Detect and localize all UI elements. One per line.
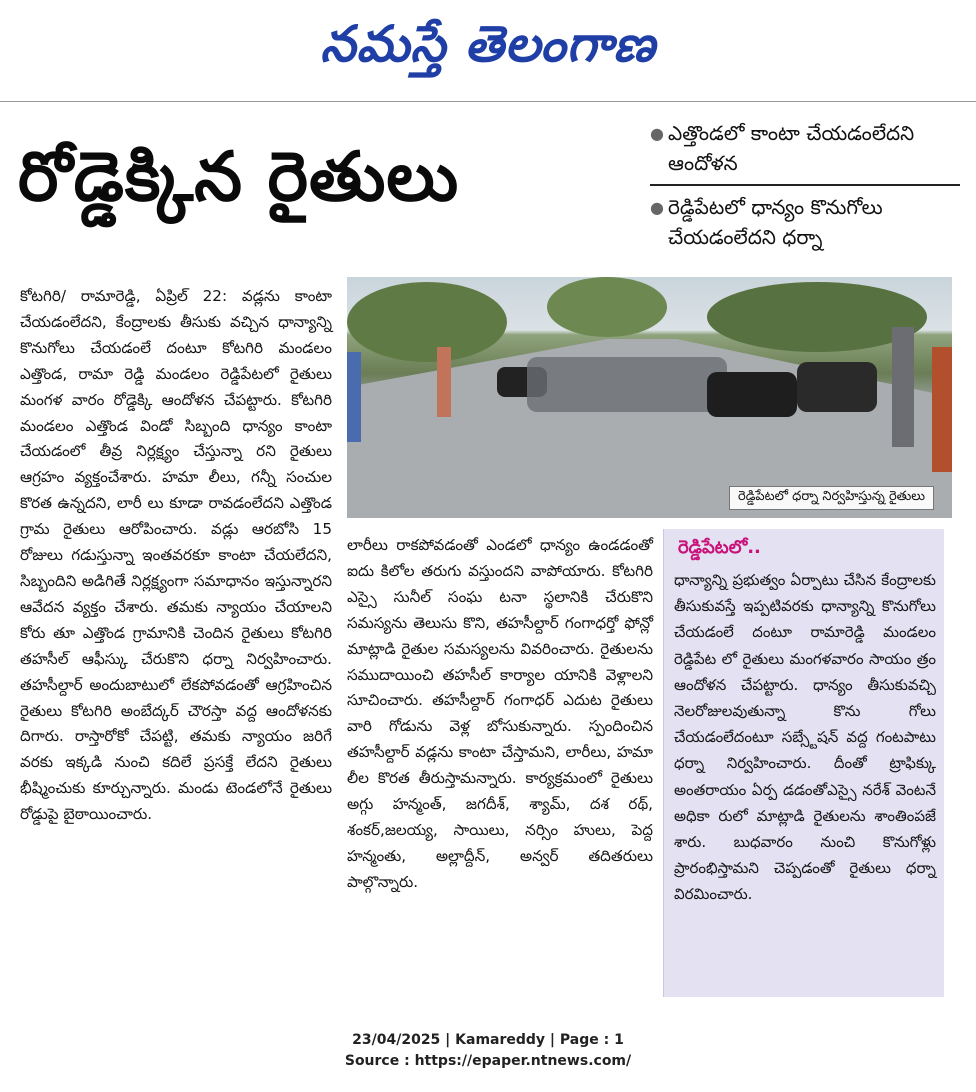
bullet-dot-icon: ● xyxy=(650,198,664,217)
sidebar-title: రెడ్డిపేటలో.. xyxy=(678,537,761,558)
bullet-item xyxy=(650,118,960,184)
photo-caption: రెడ్డిపేటలో ధర్నా నిర్వహిస్తున్న రైతులు xyxy=(729,486,934,510)
bullet-text: ఎత్తొండలో కాంటా చేయడంలేదని ఆందోళన xyxy=(668,121,915,175)
sidebar-text: ధాన్యాన్ని ప్రభుత్వం ఏర్పాటు చేసిన కేంద్రాలకు తీసుకువస్తే ఇప్పటివరకు ధాన్యాన్ని కొనుగోలు చేయడంలే దంటూ రామారెడ్డి మండలం రెడ్డిపేట లో రైతులు మంగళవారం సాయం త్రం ఆందోళన చేపట్టారు. ధాన్యం తీసుకువచ్చి నెలరోజులవుతున్నా కొను గోలు చేయడంలేదంటూ సబ్స్టేషన్ వద్ద గంటపాటు ధర్నా నిర్వహించారు. దీంతో ట్రాఫిక్కు అంతరాయం ఏర్ప డడంతోఎస్సై నరేశ్ వెంటనే అధికా రులో మాట్లాడి రైతులను శాంతింపజే శారు. బుధవారం నుంచి కొనుగోళ్లు ప్రారంభిస్తామని చెప్పడంతో రైతులు ధర్నా విరమించారు. xyxy=(674,571,936,904)
masthead xyxy=(0,0,976,100)
footer-date-line: 23/04/2025 | Kamareddy | Page : 1 xyxy=(352,1032,624,1048)
protest-scene-image xyxy=(347,277,952,518)
footer-source-link[interactable]: Source : https://epaper.ntnews.com/ xyxy=(344,1053,632,1069)
bullet-dot-icon: ● xyxy=(650,124,664,143)
article-headline: రోడ్డెక్కిన రైతులు xyxy=(18,137,460,217)
newspaper-logo: నమస్తే తెలంగాణ xyxy=(320,14,656,73)
article-column-2: లారీలు రాకపోవడంతో ఎండలో ధాన్యం ఉండడంతో ఐదు కిలోల తరుగు వస్తుందని వాపోయారు. కోటగిరి ఎస్సై సునీల్ సంఘ టనా స్థలానికి చేరుకొని సమస్యను తెలుసు కొని, తహసీల్దార్ గంగాధర్తో ఫోన్లో మాట్లాడి రైతుల సమస్యలను వివరించారు. రైతులను సముదాయించి తహసీల్ కార్యాల యానికి వెళ్లాలని సూచించారు. తహసీల్దార్ గంగాధర్ ఎదుట రైతులు వారి గోడును వెళ్ల బోసుకున్నారు. స్పందించిన తహసీల్దార్ వడ్లను కాంటా చేస్తామని, లారీలు, హమా లీల కొరత తీరుస్తామన్నారు. కార్యక్రమంలో రైతులు అగ్గు హన్మంత్, జగదీశ్, శ్యామ్, దశ రథ్, శంకర్,జలయ్య, సాయిలు, నర్సిం హులు, పెద్ద హన్మంతు, అల్లాద్దీన్, అన్వర్ తదితరులు పాల్గొన్నారు. xyxy=(347,536,653,891)
page-footer xyxy=(0,1030,976,1072)
article-column-1: కోటగిరి/ రామారెడ్డి, ఏప్రిల్ 22: వడ్లను కాంటా చేయడంలేదని, కేంద్రాలకు తీసుకు వచ్చిన ధాన్యాన్ని కొనుగోలు చేయడంలే దంటూ కోటగిరి మండలం ఎత్తొండ, రామా రెడ్డి మండలం రెడ్డిపేటలో రైతులు మంగళ వారం రోడ్డెక్కి ఆందోళన చేపట్టారు. కోటగిరి మండలం ఎత్తొండ విండో సిబ్బంది ధాన్యం కాంటా చేయడంలో తీవ్ర నిర్లక్ష్యం చేస్తున్నా రని రైతులు ఆగ్రహం వ్యక్తంచేశారు. హమా లీలు, గన్నీ సంచుల కొరత ఉన్నదని, లారీ లు కూడా రావడంలేదని ఎత్తొండ గ్రామ రైతులు ఆరోపించారు. వడ్లు ఆరబోసి 15 రోజులు గడుస్తున్నా ఇంతవరకూ కాంటా చేయలేదని, సిబ్బందిని అడిగితే నిర్లక్ష్యంగా సమాధానం ఇస్తున్నారని ఆవేదన వ్యక్తం చేశారు. తమకు న్యాయం చేయాలని కోరు తూ ఎత్తొండ గ్రామానికి చెందిన రైతులు కోటగిరి తహసీల్ ఆఫీస్కు చేరుకొని ధర్నా నిర్వహించారు. తహసీల్దార్ అందుబాటులో లేకపోవడంతో ఆగ్రహించిన రైతులు కోటగిరి అంబేద్కర్ చౌరస్తా వద్ద ఆందోళనకు దిగారు. రాస్తారోకో చేపట్టి, తమకు న్యాయం జరిగే వరకు ఇక్కడి నుంచి కదిలే ప్రసక్తే లేదని రైతులు భీష్మించుకు కూర్చున్నారు. మండు టెండలోనే రైతులు రోడ్డుపై బైఠాయించారు. xyxy=(20,287,332,824)
masthead-divider xyxy=(0,101,976,102)
news-photo xyxy=(347,277,952,518)
bullet-text: రెడ్డిపేటలో ధాన్యం కొనుగోలు చేయడంలేదని ధర్నా xyxy=(668,195,883,249)
sidebar-box xyxy=(663,529,944,997)
bullet-item xyxy=(650,184,960,258)
headline-bullets xyxy=(650,118,960,258)
